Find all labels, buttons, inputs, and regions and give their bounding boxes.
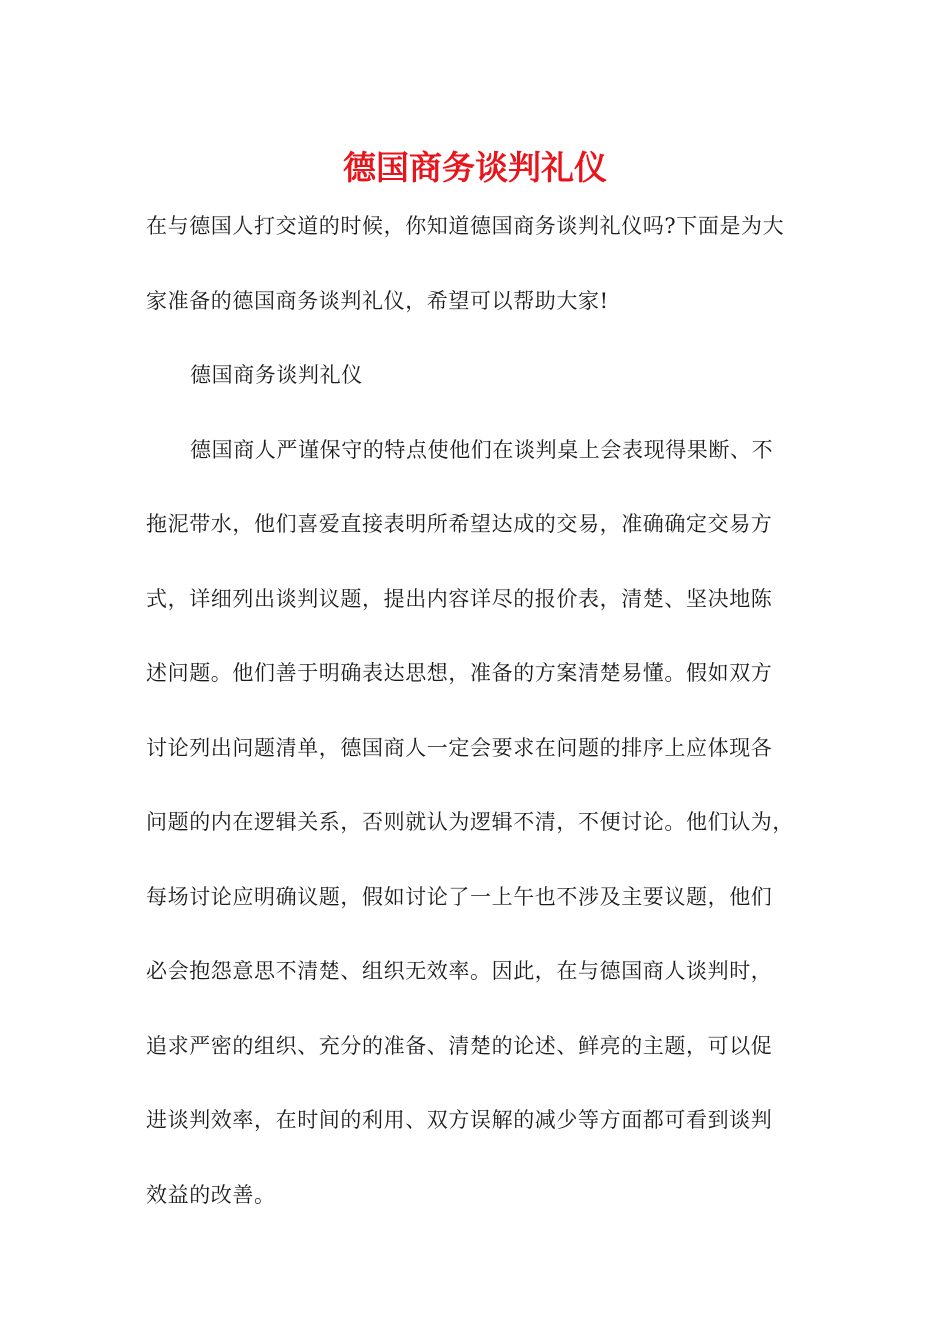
paragraph-line-1: 德国商人严谨保守的特点使他们在谈判桌上会表现得果断、不: [190, 438, 774, 462]
paragraph-line-6: 问题的内在逻辑关系，否则就认为逻辑不清，不便讨论。他们认为，: [146, 810, 794, 834]
paragraph-line-7: 每场讨论应明确议题，假如讨论了一上午也不涉及主要议题，他们: [146, 885, 773, 909]
paragraph-line-10: 进谈判效率，在时间的利用、双方误解的减少等方面都可看到谈判: [146, 1108, 773, 1132]
section-heading: 德国商务谈判礼仪: [190, 363, 363, 387]
paragraph-line-11: 效益的改善。: [146, 1183, 276, 1207]
paragraph-line-9: 追求严密的组织、充分的准备、清楚的论述、鲜亮的主题，可以促: [146, 1034, 773, 1058]
paragraph-line-4: 述问题。他们善于明确表达思想，准备的方案清楚易懂。假如双方: [146, 661, 773, 685]
intro-line-1: 在与德国人打交道的时候，你知道德国商务谈判礼仪吗?下面是为大: [146, 214, 785, 238]
paragraph-line-3: 式，详细列出谈判议题，提出内容详尽的报价表，清楚、坚决地陈: [146, 587, 773, 611]
document-title: 德国商务谈判礼仪: [343, 148, 607, 187]
paragraph-line-8: 必会抱怨意思不清楚、组织无效率。因此，在与德国商人谈判时，: [146, 959, 773, 983]
intro-line-2: 家准备的德国商务谈判礼仪，希望可以帮助大家!: [146, 289, 609, 313]
paragraph-line-5: 讨论列出问题清单，德国商人一定会要求在问题的排序上应体现各: [146, 736, 773, 760]
paragraph-line-2: 拖泥带水，他们喜爱直接表明所希望达成的交易，准确确定交易方: [146, 512, 773, 536]
